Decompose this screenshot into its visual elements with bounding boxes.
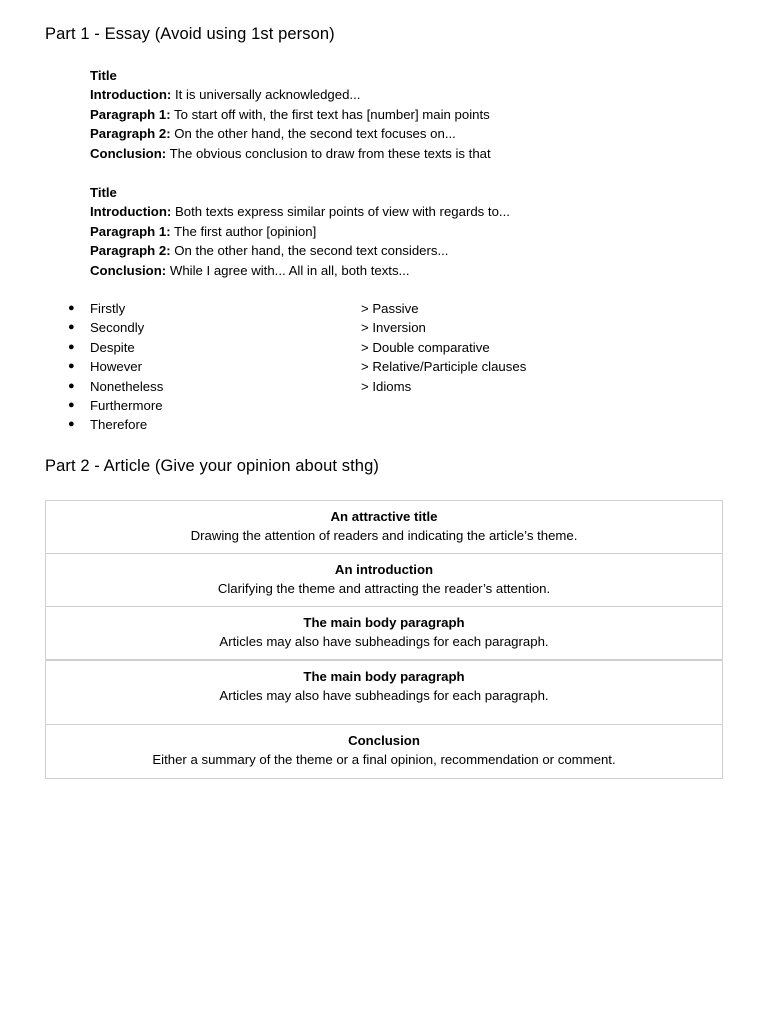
plan-text: On the other hand, the second text focuses on... bbox=[170, 126, 456, 142]
row-title: The main body paragraph bbox=[303, 615, 465, 630]
article-structure-table bbox=[45, 500, 723, 779]
table-row bbox=[46, 554, 722, 607]
essay-plan-b bbox=[90, 183, 510, 280]
bullet-icon: ● bbox=[68, 379, 75, 392]
plan-text: To start off with, the first text has [number] main points bbox=[170, 106, 490, 122]
plan-line bbox=[90, 183, 510, 202]
list-item bbox=[68, 357, 163, 376]
row-description: Drawing the attention of readers and indicating the article’s theme. bbox=[190, 528, 578, 543]
plan-line bbox=[90, 222, 510, 241]
structure-item: > Passive bbox=[361, 301, 419, 316]
plan-line bbox=[90, 261, 510, 280]
plan-line bbox=[90, 66, 491, 85]
bullet-icon: ● bbox=[68, 398, 75, 411]
table-row bbox=[46, 607, 722, 661]
list-item bbox=[68, 377, 163, 396]
essay-plan-a bbox=[90, 66, 491, 163]
bullet-icon: ● bbox=[68, 360, 75, 373]
list-item bbox=[68, 299, 163, 318]
list-item bbox=[68, 338, 163, 357]
part1-heading: Part 1 - Essay (Avoid using 1st person) bbox=[45, 25, 335, 43]
row-title: An attractive title bbox=[330, 509, 438, 524]
plan-label: Paragraph 2: bbox=[90, 126, 171, 142]
plan-label: Introduction: bbox=[90, 204, 172, 220]
plan-text: It is universally acknowledged... bbox=[171, 87, 361, 103]
linker-text: However bbox=[90, 359, 143, 375]
table-row bbox=[46, 725, 722, 778]
bullet-icon: ● bbox=[68, 340, 75, 353]
plan-label: Introduction: bbox=[90, 87, 172, 103]
linker-text: Secondly bbox=[90, 320, 145, 336]
plan-label: Conclusion: bbox=[90, 145, 167, 161]
plan-label: Paragraph 1: bbox=[90, 106, 171, 122]
linker-text: Firstly bbox=[90, 301, 126, 316]
plan-label: Conclusion: bbox=[90, 262, 167, 278]
plan-text: The obvious conclusion to draw from these texts is that bbox=[166, 145, 491, 161]
plan-line bbox=[90, 202, 510, 221]
linker-text: Furthermore bbox=[90, 397, 163, 413]
row-description: Either a summary of the theme or a final opinion, recommendation or comment. bbox=[152, 752, 616, 767]
part2-heading: Part 2 - Article (Give your opinion about sthg) bbox=[45, 457, 379, 475]
plan-text: While I agree with... All in all, both texts... bbox=[166, 262, 410, 278]
plan-text: Both texts express similar points of view with regards to... bbox=[171, 204, 510, 220]
linker-text: Therefore bbox=[90, 417, 148, 433]
list-item bbox=[68, 415, 163, 434]
list-item bbox=[68, 318, 163, 337]
plan-line bbox=[90, 85, 491, 104]
linker-text: Despite bbox=[90, 339, 135, 355]
row-description: Clarifying the theme and attracting the reader’s attention. bbox=[217, 581, 551, 596]
structures-list bbox=[361, 299, 526, 396]
plan-text: The first author [opinion] bbox=[170, 223, 317, 239]
plan-label: Title bbox=[90, 185, 117, 200]
plan-line bbox=[90, 105, 491, 124]
linker-text: Nonetheless bbox=[90, 378, 164, 394]
list-item bbox=[68, 396, 163, 415]
plan-line bbox=[90, 241, 510, 260]
plan-label: Paragraph 1: bbox=[90, 223, 171, 239]
plan-label: Title bbox=[90, 68, 117, 83]
bullet-icon: ● bbox=[68, 302, 75, 314]
plan-line bbox=[90, 144, 491, 163]
structure-item: > Inversion bbox=[361, 320, 426, 336]
table-row bbox=[46, 501, 722, 554]
bullet-icon: ● bbox=[68, 321, 75, 334]
structure-item: > Idioms bbox=[361, 378, 412, 394]
structure-item: > Relative/Participle clauses bbox=[361, 359, 527, 375]
row-description: Articles may also have subheadings for each paragraph. bbox=[219, 634, 549, 649]
row-title: The main body paragraph bbox=[303, 669, 465, 684]
row-description: Articles may also have subheadings for each paragraph. bbox=[219, 688, 549, 703]
plan-text: On the other hand, the second text considers... bbox=[170, 243, 449, 259]
structure-item: > Double comparative bbox=[361, 339, 490, 355]
plan-label: Paragraph 2: bbox=[90, 243, 171, 259]
row-title: Conclusion bbox=[348, 733, 420, 748]
row-title: An introduction bbox=[334, 562, 434, 577]
bullet-icon: ● bbox=[68, 418, 75, 431]
linkers-list bbox=[68, 299, 163, 435]
table-row bbox=[46, 661, 722, 725]
plan-line bbox=[90, 124, 491, 143]
